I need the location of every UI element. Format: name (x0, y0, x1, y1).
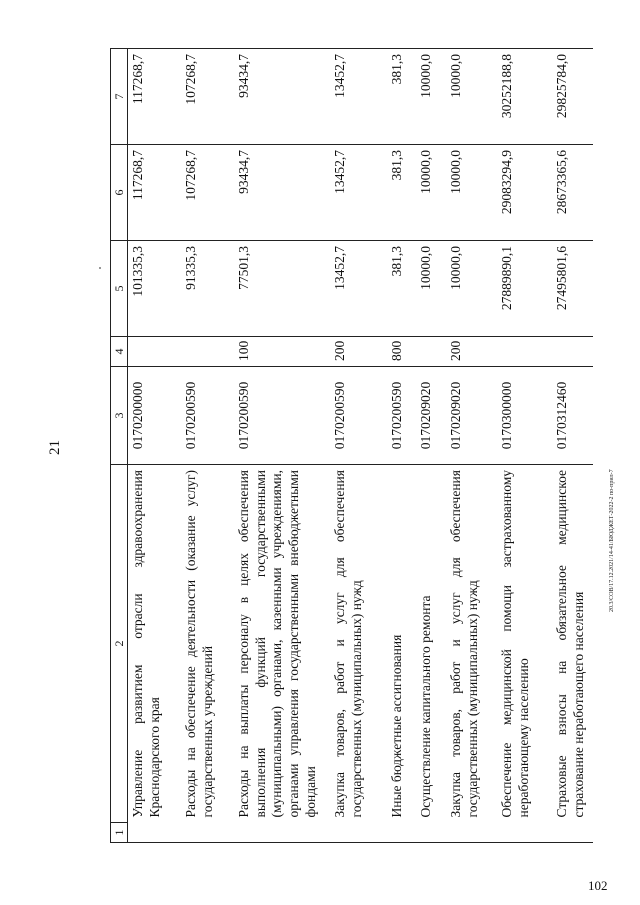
row-index-cell (497, 823, 552, 843)
row-expense-type-cell (181, 337, 234, 367)
row-value-2023-cell: 10000,0 (446, 145, 497, 241)
row-value-2022-cell: 10000,0 (416, 241, 447, 337)
header-cell: 2 (111, 465, 128, 823)
row-name-cell: Закупка товаров, работ и услуг для обеспечения государственных (муниципальных) нужд (330, 465, 387, 823)
table-row (552, 49, 593, 843)
row-code-cell: 0170312460 (552, 367, 593, 465)
row-expense-type-cell: 800 (387, 337, 416, 367)
row-value-2024-cell: 13452,7 (330, 49, 387, 145)
page-number-top: 21 (47, 440, 63, 455)
row-expense-type-cell (552, 337, 593, 367)
row-value-2022-cell: 27495801,6 (552, 241, 593, 337)
row-value-2024-cell: 117268,7 (128, 49, 181, 145)
row-value-2023-cell: 381,3 (387, 145, 416, 241)
table-row (416, 49, 447, 843)
document-code: 20.3/СОВ/17.12.2021/14-41/БЮДЖЕТ-2022-2 по-прил-7 (609, 469, 615, 612)
table-row (128, 49, 181, 843)
table-header-row (111, 49, 128, 843)
budget-table (110, 49, 593, 843)
row-name-cell: Иные бюджетные ассигнования (387, 465, 416, 823)
header-cell: 7 (111, 49, 128, 145)
header-cell: 4 (111, 337, 128, 367)
row-name-cell: Управление развитием отрасли здравоохранения Краснодарского края (128, 465, 181, 823)
row-index-cell (552, 823, 593, 843)
header-cell: 3 (111, 367, 128, 465)
table-row (330, 49, 387, 843)
row-name-cell: Расходы на обеспечение деятельности (оказание услуг) государственных учреждений (181, 465, 234, 823)
row-code-cell: 0170200590 (181, 367, 234, 465)
row-index-cell (234, 823, 331, 843)
row-name-cell: Обеспечение медицинской помощи застрахованному неработающему населению (497, 465, 552, 823)
row-value-2023-cell: 117268,7 (128, 145, 181, 241)
row-name-cell: Страховые взносы на обязательное медицинское страхование неработающего населения (552, 465, 593, 823)
header-cell: 6 (111, 145, 128, 241)
row-expense-type-cell (128, 337, 181, 367)
row-code-cell: 0170209020 (446, 367, 497, 465)
table-row (234, 49, 331, 843)
row-expense-type-cell: 200 (446, 337, 497, 367)
row-value-2024-cell: 29825784,0 (552, 49, 593, 145)
table-row (446, 49, 497, 843)
row-code-cell: 0170300000 (497, 367, 552, 465)
row-expense-type-cell: 100 (234, 337, 331, 367)
row-code-cell: 0170200000 (128, 367, 181, 465)
row-value-2024-cell: 107268,7 (181, 49, 234, 145)
row-index-cell (128, 823, 181, 843)
row-index-cell (387, 823, 416, 843)
row-name-cell: Закупка товаров, работ и услуг для обеспечения государственных (муниципальных) нужд (446, 465, 497, 823)
scan-speck (99, 267, 101, 269)
row-index-cell (330, 823, 387, 843)
row-value-2022-cell: 381,3 (387, 241, 416, 337)
table-row (181, 49, 234, 843)
row-code-cell: 0170200590 (387, 367, 416, 465)
header-cell: 5 (111, 241, 128, 337)
row-value-2024-cell: 93434,7 (234, 49, 331, 145)
row-expense-type-cell (497, 337, 552, 367)
row-value-2022-cell: 77501,3 (234, 241, 331, 337)
row-value-2023-cell: 29083294,9 (497, 145, 552, 241)
row-code-cell: 0170209020 (416, 367, 447, 465)
row-value-2024-cell: 30252188,8 (497, 49, 552, 145)
row-value-2024-cell: 10000,0 (446, 49, 497, 145)
row-value-2023-cell: 93434,7 (234, 145, 331, 241)
row-name-cell: Расходы на выплаты персоналу в целях обеспечения выполнения функций государственными (муниципальными) органами, казенными учреждениями, органами управления государственными внебюджетными фондами (234, 465, 331, 823)
table-row (497, 49, 552, 843)
row-code-cell: 0170200590 (330, 367, 387, 465)
page-number-bottom: 102 (588, 878, 608, 893)
table-row (387, 49, 416, 843)
row-value-2022-cell: 10000,0 (446, 241, 497, 337)
row-value-2023-cell: 107268,7 (181, 145, 234, 241)
row-value-2022-cell: 27889890,1 (497, 241, 552, 337)
row-value-2023-cell: 28673365,6 (552, 145, 593, 241)
row-code-cell: 0170200590 (234, 367, 331, 465)
row-index-cell (446, 823, 497, 843)
row-value-2024-cell: 10000,0 (416, 49, 447, 145)
row-expense-type-cell: 200 (330, 337, 387, 367)
row-value-2022-cell: 91335,3 (181, 241, 234, 337)
header-cell: 1 (111, 823, 128, 843)
row-expense-type-cell (416, 337, 447, 367)
row-value-2024-cell: 381,3 (387, 49, 416, 145)
row-value-2022-cell: 101335,3 (128, 241, 181, 337)
row-name-cell: Осуществление капитального ремонта (416, 465, 447, 823)
row-index-cell (181, 823, 234, 843)
row-value-2022-cell: 13452,7 (330, 241, 387, 337)
row-value-2023-cell: 10000,0 (416, 145, 447, 241)
row-value-2023-cell: 13452,7 (330, 145, 387, 241)
row-index-cell (416, 823, 447, 843)
